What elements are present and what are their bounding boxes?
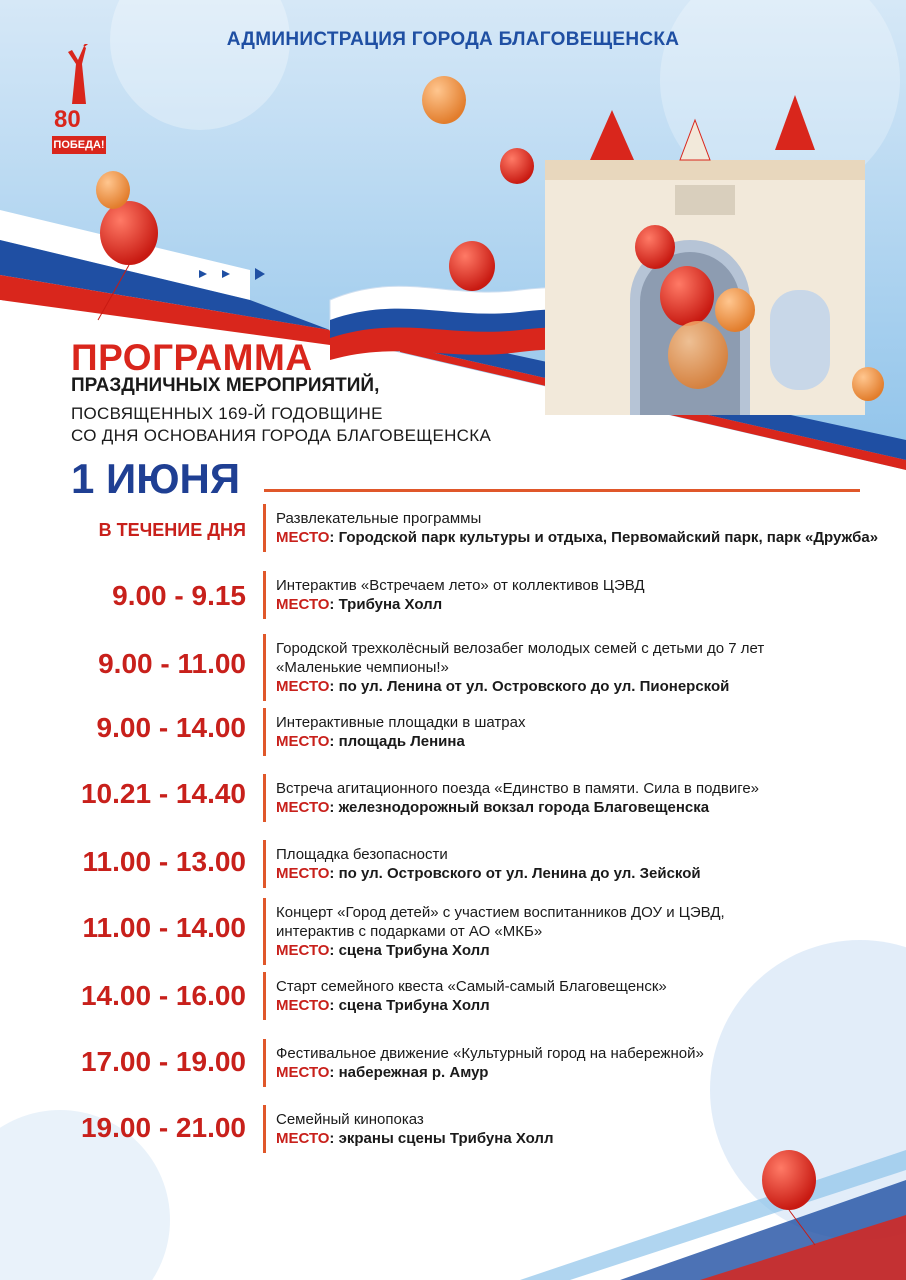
schedule-divider (263, 504, 266, 552)
location-label: МЕСТО (276, 1130, 330, 1147)
event-location (276, 941, 896, 960)
location-colon: : (329, 733, 339, 750)
event-time: 11.00 - 13.00 (82, 846, 246, 877)
event-description (276, 779, 896, 817)
location-value: по ул. Ленина от ул. Островского до ул. Пионерской (338, 678, 730, 695)
location-label: МЕСТО (276, 529, 330, 546)
event-time: 9.00 - 14.00 (96, 712, 246, 743)
event-time: 17.00 - 19.00 (80, 1046, 246, 1077)
location-label: МЕСТО (276, 678, 330, 695)
event-time: 19.00 - 21.00 (80, 1112, 246, 1143)
event-date: 1 ИЮНЯ (71, 455, 241, 502)
event-description (276, 1044, 896, 1082)
location-value: набережная р. Амур (338, 1064, 489, 1081)
location-colon: : (329, 865, 339, 882)
schedule-divider (263, 634, 266, 701)
event-description (276, 903, 896, 960)
event-description (276, 509, 896, 547)
location-label: МЕСТО (276, 942, 330, 959)
event-location (276, 996, 896, 1015)
event-title-line: Фестивальное движение «Культурный город на набережной» (276, 1045, 704, 1062)
location-value: площадь Ленина (338, 733, 465, 750)
schedule-divider (263, 774, 266, 822)
event-title-line: Городской трехколёсный велозабег молодых семей с детьми до 7 лет (276, 640, 765, 657)
event-location (276, 595, 896, 614)
event-description (276, 713, 896, 751)
location-colon: : (329, 799, 339, 816)
schedule-divider (263, 898, 266, 965)
logo-number: 80 (54, 106, 81, 133)
location-label: МЕСТО (276, 865, 330, 882)
event-location (276, 798, 896, 817)
program-dedication-line-2: СО ДНЯ ОСНОВАНИЯ ГОРОДА БЛАГОВЕЩЕНСКА (71, 426, 492, 445)
location-label: МЕСТО (276, 733, 330, 750)
event-title-line: Концерт «Город детей» с участием воспитанников ДОУ и ЦЭВД, (276, 904, 725, 921)
location-value: сцена Трибуна Холл (338, 942, 490, 959)
event-title-line: Интерактив «Встречаем лето» от коллективов ЦЭВД (276, 577, 645, 594)
schedule-divider (263, 972, 266, 1020)
victory-80-logo (50, 44, 108, 160)
event-location (276, 732, 896, 751)
schedule-divider (263, 1039, 266, 1087)
location-label: МЕСТО (276, 997, 330, 1014)
event-location (276, 1129, 896, 1148)
schedule-divider (263, 840, 266, 888)
event-description (276, 845, 896, 883)
event-description (276, 977, 896, 1015)
event-time: 11.00 - 14.00 (82, 912, 246, 943)
location-colon: : (329, 596, 339, 613)
motherland-statue-icon (50, 44, 108, 106)
event-title-line: интерактив с подарками от АО «МКБ» (276, 923, 543, 940)
location-value: по ул. Островского от ул. Ленина до ул. Зейской (338, 865, 701, 882)
event-title-line: Старт семейного квеста «Самый-самый Благовещенск» (276, 978, 667, 995)
event-location (276, 677, 896, 696)
event-time: 14.00 - 16.00 (80, 980, 246, 1011)
location-value: Трибуна Холл (338, 596, 443, 613)
location-label: МЕСТО (276, 596, 330, 613)
event-time: 9.00 - 11.00 (98, 648, 246, 679)
event-title-line: Семейный кинопоказ (276, 1111, 424, 1128)
event-location (276, 864, 896, 883)
location-value: сцена Трибуна Холл (338, 997, 490, 1014)
location-colon: : (329, 678, 339, 695)
event-time: 9.00 - 9.15 (112, 580, 246, 611)
event-title-line: Площадка безопасности (276, 846, 448, 863)
location-value: Городской парк культуры и отдыха, Первомайский парк, парк «Дружба» (338, 529, 879, 546)
program-title: ПРОГРАММА (71, 337, 313, 378)
event-time: 10.21 - 14.40 (80, 778, 246, 809)
event-title-line: «Маленькие чемпионы!» (276, 659, 449, 676)
date-divider (264, 489, 860, 492)
program-subtitle: ПРАЗДНИЧНЫХ МЕРОПРИЯТИЙ, (71, 375, 380, 396)
schedule-divider (263, 708, 266, 756)
location-colon: : (329, 529, 339, 546)
program-dedication-line-1: ПОСВЯЩЕННЫХ 169-Й ГОДОВЩИНЕ (71, 404, 383, 423)
location-label: МЕСТО (276, 1064, 330, 1081)
event-description (276, 1110, 896, 1148)
organization-name: АДМИНИСТРАЦИЯ ГОРОДА БЛАГОВЕЩЕНСКА (226, 29, 680, 50)
event-title-line: Интерактивные площадки в шатрах (276, 714, 526, 731)
location-value: экраны сцены Трибуна Холл (338, 1130, 554, 1147)
schedule-divider (263, 571, 266, 619)
event-location (276, 1063, 896, 1082)
event-description (276, 576, 896, 614)
location-colon: : (329, 1064, 339, 1081)
location-value: железнодорожный вокзал города Благовещенска (338, 799, 710, 816)
location-colon: : (329, 997, 339, 1014)
schedule-divider (263, 1105, 266, 1153)
location-colon: : (329, 942, 339, 959)
location-label: МЕСТО (276, 799, 330, 816)
event-location (276, 528, 896, 547)
location-colon: : (329, 1130, 339, 1147)
event-description (276, 639, 896, 696)
event-time: В ТЕЧЕНИЕ ДНЯ (98, 520, 246, 540)
logo-word: ПОБЕДА! (52, 136, 106, 154)
event-title-line: Развлекательные программы (276, 510, 482, 527)
event-title-line: Встреча агитационного поезда «Единство в памяти. Сила в подвиге» (276, 780, 760, 797)
